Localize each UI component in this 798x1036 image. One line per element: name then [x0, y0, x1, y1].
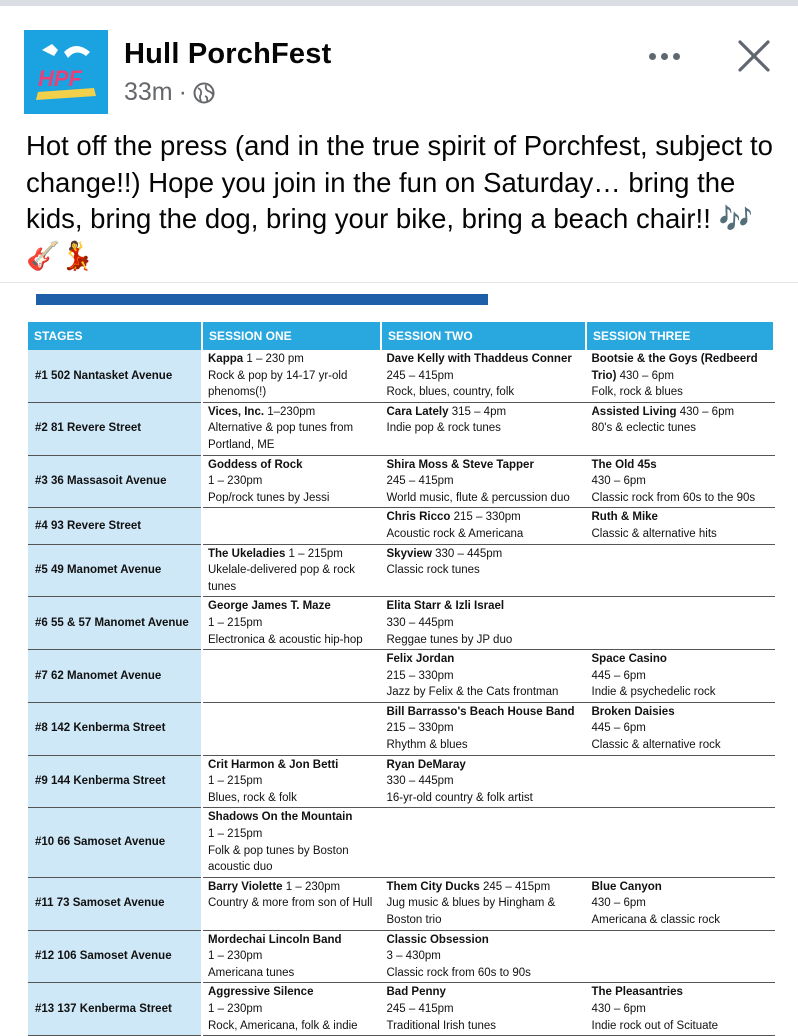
act-description: Pop/rock tunes by Jessi — [208, 491, 330, 504]
act-description: Classic & alternative rock — [591, 739, 721, 752]
session-cell — [586, 877, 774, 930]
stage-cell: #2 81 Revere Street — [28, 402, 202, 455]
act-name: Aggressive Silence — [208, 986, 314, 999]
act-time: 1 – 230pm — [208, 475, 263, 488]
header-stages: STAGES — [28, 322, 202, 350]
dot-icon — [661, 53, 668, 60]
act-name: Cara Lately — [386, 405, 449, 418]
session-cell — [381, 508, 586, 544]
session-cell — [202, 350, 381, 402]
act-time: 1 – 215pm — [208, 775, 263, 788]
session-cell — [586, 402, 774, 455]
act-name: Vices, Inc. — [208, 405, 265, 418]
act-description: Americana tunes — [208, 966, 295, 979]
act-time: 430 – 6pm — [591, 1002, 646, 1015]
act-description: Ukelale-delivered pop & rock tunes — [208, 564, 356, 593]
act-name: The Old 45s — [591, 458, 657, 471]
session-cell — [202, 755, 381, 808]
act-time: 430 – 6pm — [591, 897, 646, 910]
session-cell — [586, 455, 774, 508]
stage-cell: #11 73 Samoset Avenue — [28, 877, 202, 930]
session-cell — [381, 597, 586, 650]
act-description: Jug music & blues by Hingham & Boston trio — [386, 897, 556, 926]
table-row — [28, 983, 774, 1036]
act-name: Barry Violette — [208, 880, 283, 893]
act-name: Bad Penny — [386, 986, 446, 999]
dot-icon — [649, 53, 656, 60]
act-time: 330 – 445pm — [386, 775, 454, 788]
act-time: 215 – 330pm — [386, 669, 454, 682]
act-time: 445 – 6pm — [591, 669, 646, 682]
session-cell — [381, 755, 586, 808]
act-description: Classic & alternative hits — [591, 527, 717, 540]
act-time: 245 – 415pm — [479, 880, 551, 893]
act-time: 445 – 6pm — [591, 722, 646, 735]
act-description: Folk & pop tunes by Boston acoustic duo — [208, 844, 349, 874]
act-time: 430 – 6pm — [591, 475, 646, 488]
session-cell — [381, 930, 586, 983]
stage-cell: #6 55 & 57 Manomet Avenue — [28, 597, 202, 650]
table-row — [28, 755, 774, 808]
post-header — [0, 6, 798, 116]
stage-cell: #4 93 Revere Street — [28, 508, 202, 544]
act-description: Country & more from son of Hull — [208, 897, 373, 910]
session-cell — [202, 544, 381, 597]
table-row — [28, 544, 774, 597]
session-cell — [202, 702, 381, 755]
session-cell — [586, 544, 774, 597]
act-time: 245 – 415pm — [386, 475, 454, 488]
post-text: Hot off the press (and in the true spirit of Porchfest, subject to change!!) Hope you join in the fun on Saturday… bring the kids, bring the dog, bring your bike, bring a beach chair!! 🎶🎸💃 — [26, 130, 773, 271]
stage-cell: #8 142 Kenberma Street — [28, 702, 202, 755]
session-cell — [586, 755, 774, 808]
table-row — [28, 508, 774, 544]
meta-separator: · — [178, 78, 187, 106]
stage-cell: #3 36 Massasoit Avenue — [28, 455, 202, 508]
act-description: Blues, rock & folk — [208, 791, 297, 804]
hpf-logo-icon — [24, 30, 108, 114]
act-description: Indie rock out of Scituate — [591, 1019, 719, 1032]
act-description: World music, flute & percussion duo — [386, 491, 570, 504]
session-cell — [586, 930, 774, 983]
act-name: Shira Moss & Steve Tapper — [386, 458, 534, 471]
act-time: 1 – 230pm — [208, 1002, 263, 1015]
table-row — [28, 877, 774, 930]
table-row — [28, 402, 774, 455]
act-description: Reggae tunes by JP duo — [386, 633, 513, 646]
act-name: Classic Obsession — [386, 933, 489, 946]
session-cell — [202, 808, 381, 877]
act-description: Classic rock from 60s to 90s — [386, 966, 531, 979]
session-cell — [381, 455, 586, 508]
act-name: Broken Daisies — [591, 705, 675, 718]
act-description: Classic rock tunes — [386, 564, 480, 577]
time-ago[interactable]: 33m — [124, 78, 173, 106]
session-cell — [381, 808, 586, 877]
session-cell — [586, 350, 774, 402]
act-name: Felix Jordan — [386, 653, 455, 666]
table-row — [28, 455, 774, 508]
act-name: Kappa — [208, 353, 244, 365]
act-name: Chris Ricco — [386, 511, 451, 524]
act-name: Crit Harmon & Jon Betti — [208, 758, 339, 771]
table-row — [28, 597, 774, 650]
session-cell — [586, 597, 774, 650]
session-cell — [381, 402, 586, 455]
post-meta — [124, 78, 215, 107]
stage-cell: #10 66 Samoset Avenue — [28, 808, 202, 877]
act-time: 1 – 230pm — [282, 880, 341, 893]
act-name: Shadows On the Mountain — [208, 811, 353, 824]
close-button[interactable] — [732, 34, 776, 78]
session-cell — [586, 983, 774, 1036]
act-description: Rock & pop by 14-17 yr-old phenoms(!) — [208, 369, 348, 399]
act-description: Classic rock from 60s to the 90s — [591, 491, 756, 504]
act-name: The Ukeladies — [208, 547, 286, 560]
close-icon — [732, 34, 776, 78]
header-row — [28, 322, 774, 350]
globe-icon — [193, 82, 215, 104]
decorative-bar — [36, 294, 488, 305]
stage-cell: #9 144 Kenberma Street — [28, 755, 202, 808]
act-name: Ruth & Mike — [591, 511, 658, 524]
session-cell — [381, 983, 586, 1036]
act-time: 1 – 215pm — [208, 828, 263, 841]
session-cell — [202, 983, 381, 1036]
act-time: 1 – 215pm — [285, 547, 343, 560]
act-description: Rock, blues, country, folk — [386, 386, 515, 399]
table-row — [28, 702, 774, 755]
act-name: Bootsie & the Goys (Redbeerd Trio) — [591, 353, 758, 382]
act-time: 245 – 415pm — [386, 1002, 454, 1015]
session-cell — [202, 877, 381, 930]
act-description: Jazz by Felix & the Cats frontman — [386, 686, 559, 699]
session-cell — [381, 702, 586, 755]
act-name: Ryan DeMaray — [386, 758, 466, 771]
stage-cell: #5 49 Manomet Avenue — [28, 544, 202, 597]
table-row — [28, 930, 774, 983]
act-name: Dave Kelly with Thaddeus Conner — [386, 353, 572, 365]
stage-cell: #7 62 Manomet Avenue — [28, 650, 202, 703]
act-name: Skyview — [386, 547, 432, 560]
act-time: 3 – 430pm — [386, 950, 441, 963]
act-description: Folk, rock & blues — [591, 386, 683, 399]
schedule-table — [28, 322, 775, 1036]
act-time: 430 – 6pm — [676, 405, 735, 418]
dot-icon — [673, 53, 680, 60]
act-description: Indie & psychedelic rock — [591, 686, 716, 699]
session-cell — [202, 402, 381, 455]
header-session-two: SESSION TWO — [381, 322, 586, 350]
table-row — [28, 808, 774, 877]
act-time: 315 – 4pm — [448, 405, 507, 418]
page-avatar[interactable] — [24, 30, 108, 114]
act-description: Americana & classic rock — [591, 914, 720, 926]
act-time: 1 – 230pm — [208, 950, 263, 963]
table-row — [28, 350, 774, 402]
stage-cell: #1 502 Nantasket Avenue — [28, 350, 202, 402]
more-options-button[interactable] — [642, 36, 686, 76]
act-name: The Pleasantries — [591, 986, 683, 999]
session-cell — [586, 650, 774, 703]
act-name: George James T. Maze — [208, 600, 331, 613]
session-cell — [586, 702, 774, 755]
act-name: Assisted Living — [591, 405, 677, 418]
act-name: Blue Canyon — [591, 880, 662, 893]
act-description: 80's & eclectic tunes — [591, 422, 696, 435]
act-time: 1–230pm — [264, 405, 316, 418]
session-cell — [202, 930, 381, 983]
act-description: Rock, Americana, folk & indie — [208, 1019, 358, 1032]
act-description: Rhythm & blues — [386, 739, 468, 752]
act-description: 16-yr-old country & folk artist — [386, 791, 533, 804]
session-cell — [202, 650, 381, 703]
session-cell — [586, 808, 774, 877]
session-cell — [202, 597, 381, 650]
act-name: Elita Starr & Izli Israel — [386, 600, 505, 613]
header-session-one: SESSION ONE — [202, 322, 381, 350]
act-name: Goddess of Rock — [208, 458, 303, 471]
act-time: 215 – 330pm — [386, 722, 454, 735]
act-name: Mordechai Lincoln Band — [208, 933, 342, 946]
stage-cell: #12 106 Samoset Avenue — [28, 930, 202, 983]
act-time: 1 – 230 pm — [243, 353, 304, 365]
act-description: Alternative & pop tunes from Portland, ME — [208, 422, 354, 451]
act-name: Space Casino — [591, 653, 667, 666]
session-cell — [586, 508, 774, 544]
table-row — [28, 650, 774, 703]
act-time: 430 – 6pm — [616, 369, 674, 382]
header-session-three: SESSION THREE — [586, 322, 774, 350]
session-cell — [202, 455, 381, 508]
act-name: Bill Barrasso's Beach House Band — [386, 705, 575, 718]
act-description: Electronica & acoustic hip-hop — [208, 633, 363, 646]
act-description: Traditional Irish tunes — [386, 1019, 497, 1032]
schedule-image[interactable] — [0, 282, 798, 1032]
session-cell — [202, 508, 381, 544]
act-time: 330 – 445pm — [386, 616, 454, 629]
avatar-text: HPF — [38, 66, 82, 91]
act-description: Indie pop & rock tunes — [386, 422, 501, 435]
session-cell — [381, 350, 586, 402]
act-time: 330 – 445pm — [431, 547, 503, 560]
act-description: Acoustic rock & Americana — [386, 527, 524, 540]
act-time: 1 – 215pm — [208, 616, 263, 629]
session-cell — [381, 650, 586, 703]
session-cell — [381, 544, 586, 597]
page-name[interactable]: Hull PorchFest — [124, 38, 332, 70]
act-time: 215 – 330pm — [450, 511, 521, 524]
stage-cell: #13 137 Kenberma Street — [28, 983, 202, 1036]
session-cell — [381, 877, 586, 930]
act-time: 245 – 415pm — [386, 369, 454, 382]
act-name: Them City Ducks — [386, 880, 480, 893]
